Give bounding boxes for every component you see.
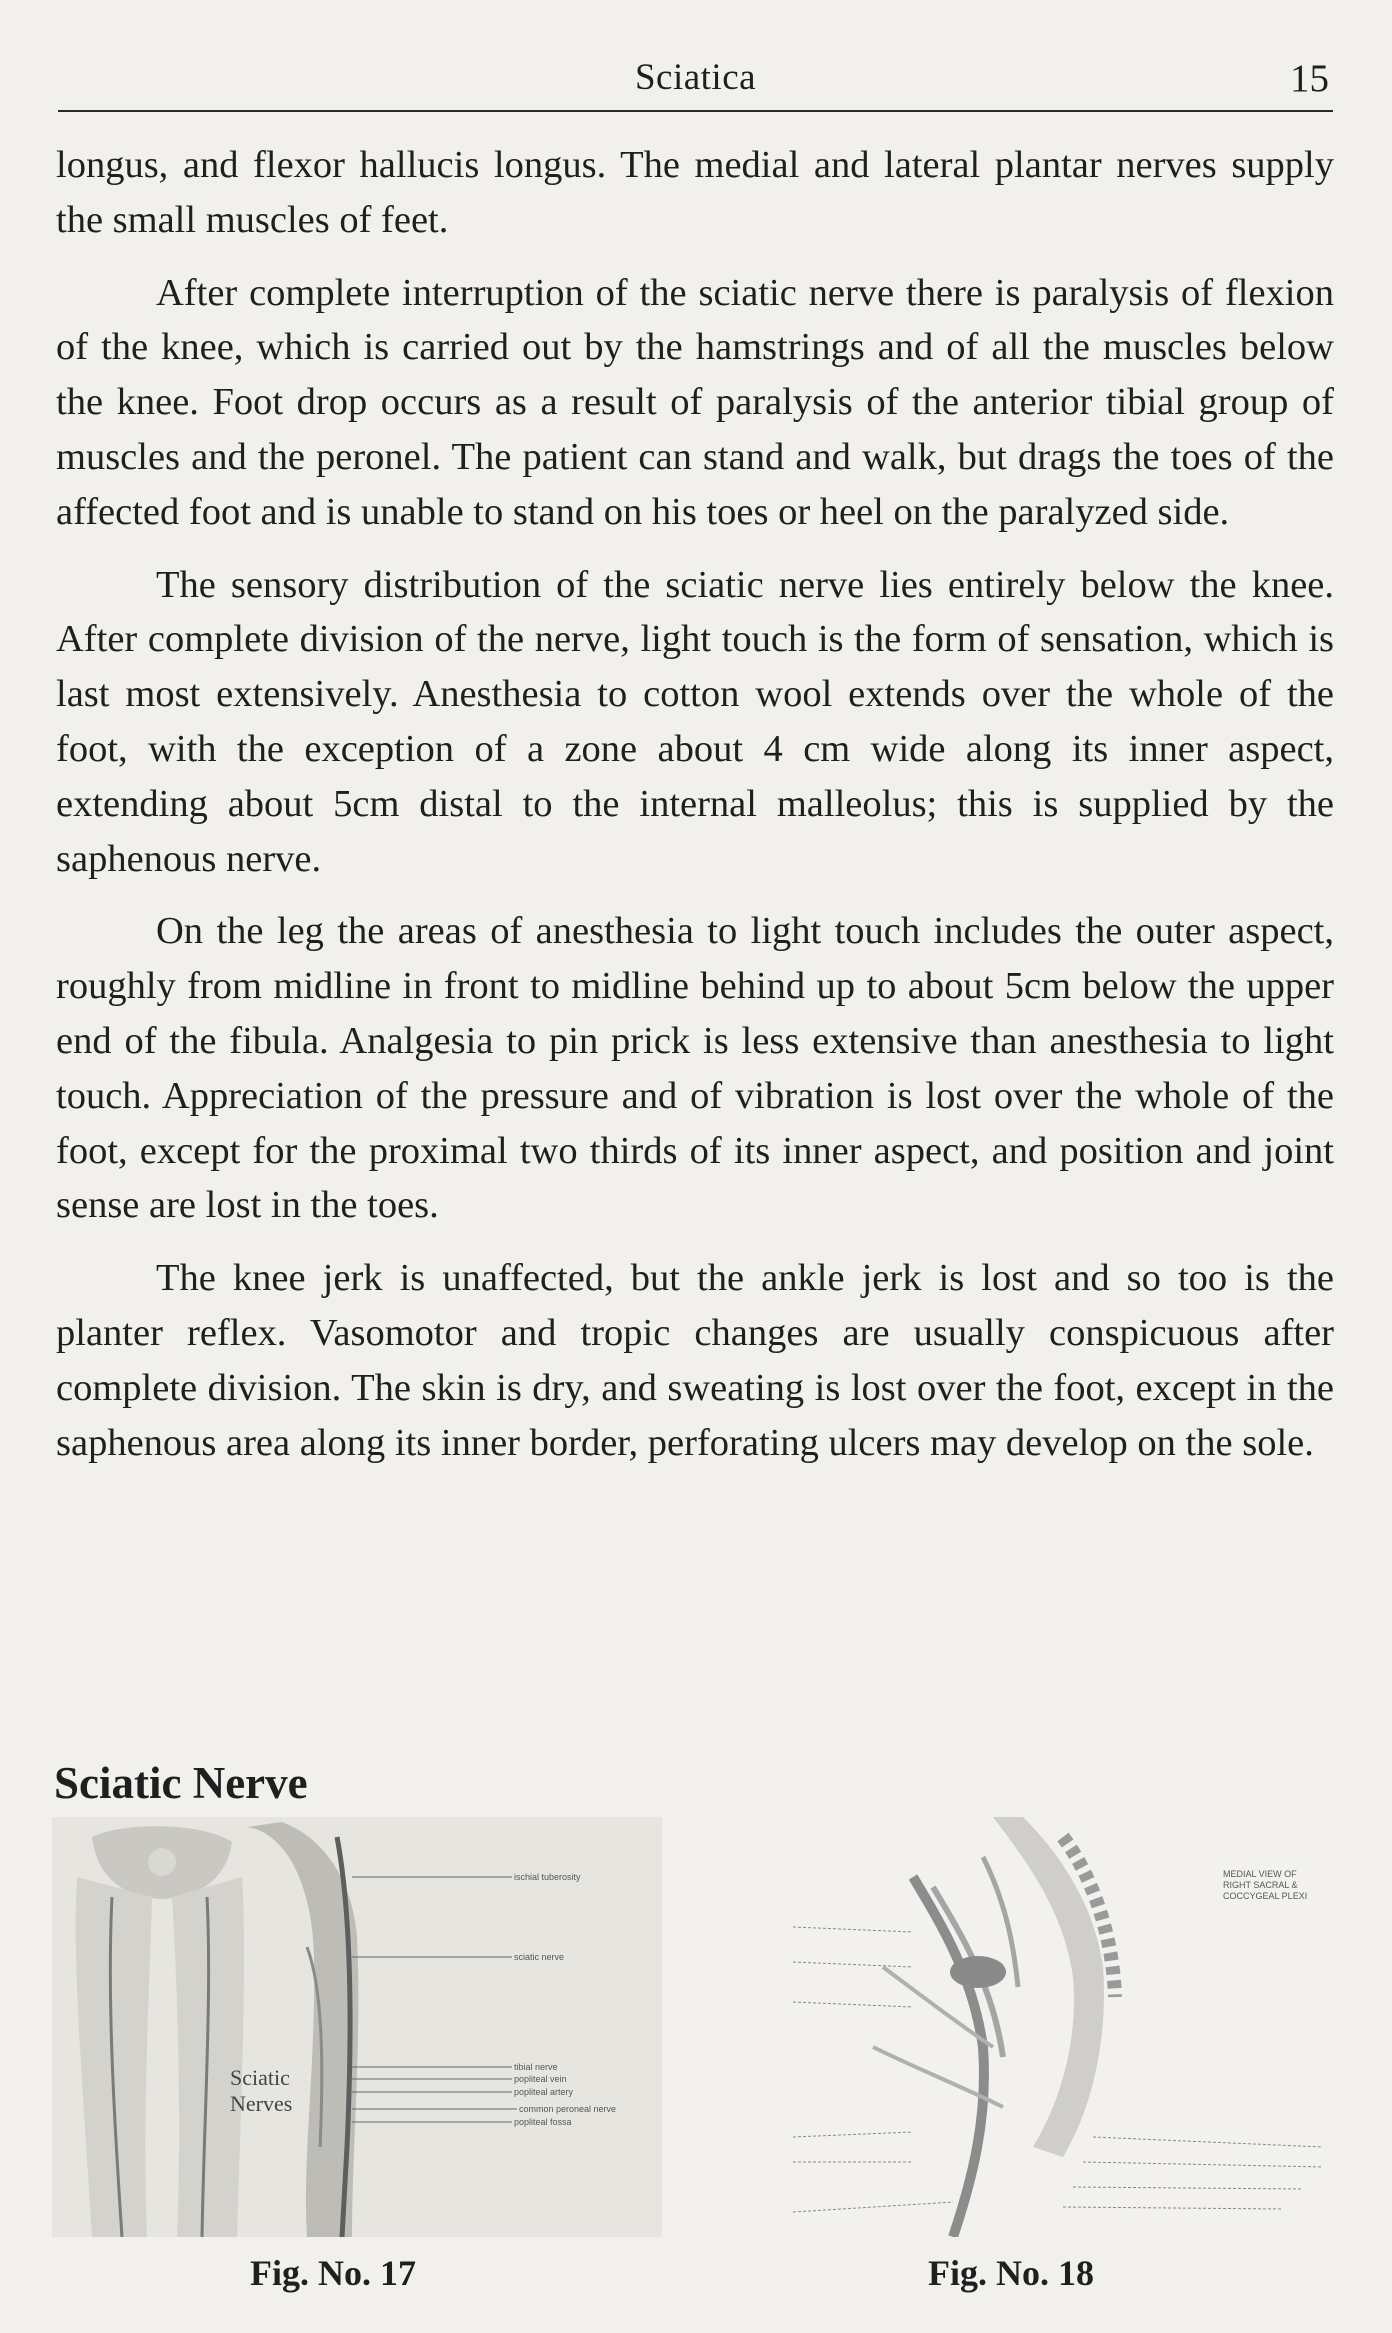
figure-18-caption: Fig. No. 18 (928, 2253, 1094, 2293)
figure-18-illustration (763, 1817, 1335, 2237)
callout-popliteal-artery: popliteal artery (514, 2087, 574, 2097)
overlay-label-line-1: Sciatic (230, 2065, 290, 2090)
running-title: Sciatica (634, 57, 757, 98)
running-header (58, 52, 1333, 112)
paragraph-5: The knee jerk is unaffected, but the ankle jerk is lost and so too is the planter reflex. Vasomotor and tropic changes are usually conspicuous after complete division. The skin is dry, and sweating is lost over the foot, except in the saphenous area along its inner border, perforating ulcers may develop on the sole. (56, 1257, 1334, 1464)
figure-18-sacral-plexus (763, 1817, 1335, 2237)
callout-popliteal-vein: popliteal vein (514, 2074, 567, 2084)
callout-tibial-nerve: tibial nerve (514, 2062, 558, 2072)
callout-sciatic-nerve: sciatic nerve (514, 1952, 565, 1962)
callout-popliteal-fossa: popliteal fossa (514, 2117, 572, 2127)
section-title: Sciatic Nerve (54, 1758, 308, 1808)
figure-17-caption: Fig. No. 17 (250, 2253, 416, 2293)
figure-18-title-line-3: COCCYGEAL PLEXI (1223, 1891, 1308, 1901)
callout-ischial-tuberosity: ischial tuberosity (514, 1872, 581, 1882)
page-number: 15 (1290, 57, 1329, 100)
paragraph-4: On the leg the areas of anesthesia to light touch includes the outer aspect, roughly from midline in front to midline behind up to about 5cm below the upper end of the fibula. Analgesia to pin prick is less extensive than anesthesia to light touch. Appreciation of the pressure and of vibration is lost over the whole of the foot, except for the proximal two thirds of its inner aspect, and position and joint sense are lost in the toes. (56, 910, 1334, 1227)
figure-17-sciatic-nerve-legs (52, 1817, 662, 2237)
body-text (56, 138, 1334, 1488)
paragraph-1: longus, and flexor hallucis longus. The medial and lateral plantar nerves supply the small muscles of feet. (56, 144, 1334, 241)
overlay-label-line-2: Nerves (230, 2091, 293, 2116)
callout-common-peroneal-nerve: common peroneal nerve (519, 2104, 617, 2114)
figure-17-illustration (52, 1817, 662, 2237)
paragraph-2: After complete interruption of the sciatic nerve there is paralysis of flexion of the knee, which is carried out by the hamstrings and of all the muscles below the knee. Foot drop occurs as a result of paralysis of the anterior tibial group of muscles and the peronel. The patient can stand and walk, but drags the toes of the affected foot and is unable to stand on his toes or heel on the paralyzed side. (56, 271, 1334, 533)
figure-18-title-line-1: MEDIAL VIEW OF (1223, 1869, 1297, 1879)
figure-18-title-line-2: RIGHT SACRAL & (1223, 1880, 1298, 1890)
paragraph-3: The sensory distribution of the sciatic nerve lies entirely below the knee. After complete division of the nerve, light touch is the form of sensation, which is last most extensively. Anesthesia to cotton wool extends over the whole of the foot, with the exception of a zone about 4 cm wide along its inner aspect, extending about 5cm distal to the internal malleolus; this is supplied by the saphenous nerve. (56, 563, 1334, 880)
